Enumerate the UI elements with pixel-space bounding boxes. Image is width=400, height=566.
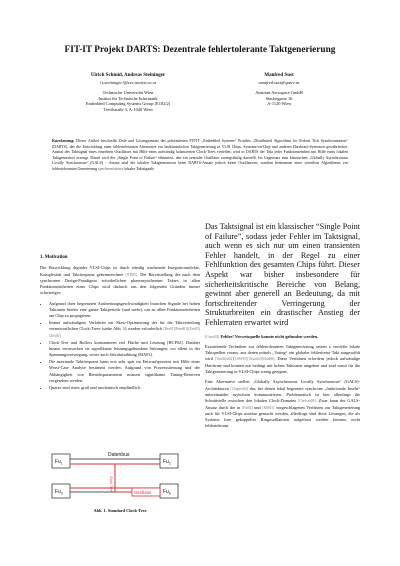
fu-label: Fu: [55, 489, 61, 495]
affiliation-line: Austrian Aerospace GmbH: [255, 90, 303, 96]
list-item: [49, 320, 200, 339]
fu-label: Fu: [55, 459, 61, 465]
affiliation-line: A-1120 Wien: [267, 101, 291, 107]
paper-title: FIT-IT Projekt DARTS: Dezentrale fehlertolerante Taktgenerierung: [64, 45, 336, 55]
fu-index: 3: [60, 491, 63, 496]
abstract-italic: synchronisierter: [98, 166, 124, 171]
databus-label: Datenbus: [108, 452, 130, 458]
affiliation-line: Treitlstraße 3, A-1040 Wien: [103, 106, 153, 112]
functional-unit-3: [52, 484, 70, 498]
citation: [Res01][Fried01][Zeit03][Zeit02]: [49, 327, 200, 338]
fu-index: 2: [168, 461, 171, 466]
list-item-text: Immer aufwändigere Verfahren zur Skew-Optimierung des für die Taktverteilung verantwortlichen Clock-Trees (siehe Abb. 1) werden erforderlich: [49, 320, 200, 332]
list-item: • Aufgrund ihrer begrenzten Ausbreitungsgeschwindigkeit brauchen Signale bei hohen Taktraten bereits eine ganze Taktperiode (und mehr), um zu allen Funktionseinheiten am Chip zu propagieren.: [49, 301, 200, 320]
author-block-left: [62, 73, 194, 112]
citation: [VanAlen02][LSW95][Vasan04][Shin88]: [215, 357, 275, 362]
right-column: [205, 222, 360, 434]
list-item: • Die maximale Taktfrequenz kann erst sehr spät im Entwurfsprozess mit Hilfe einer Worst-Case Analyse bestimmt werden. Aufgrund von Prozessstreuung und der Abhängigkeit von Betriebsparametern müssen signifikante Timing-Reserven vorgesehen werden.: [49, 359, 200, 384]
paragraph-text: dar, bei denen lokal begrenzte synchrone „funktionale Inseln“ untereinander asynchron kommunizieren. Problematisch ist hier allerdings die Schnittstelle zwischen den lokalen Clock-Domains: [205, 385, 361, 404]
note-text: Fehler! Verweisquelle konnte nicht gefunden werden.: [219, 333, 319, 339]
fu-label: Fu: [163, 489, 169, 495]
citation: [Const02]: [205, 334, 220, 339]
bullet-list: [40, 301, 200, 391]
paragraph: [40, 265, 200, 296]
list-item: • Quarze sind teuer, groß und mechanisch empfindlich.: [49, 385, 200, 391]
list-item: • Clock-Tree und Buffers konsumieren viel Fläche und Leistung [HCP02]. Darüber hinaus verursachen sie signifikante leistungsgebundene Störungen, vor allem in der Spannungsversorgung, sowie auch Störabstrahlung [MA03].: [49, 340, 200, 359]
clock-tree-figure: [48, 446, 198, 516]
abstract-text: Dieser Artikel beschreibt Ziele und Lösungsansatz des präsentierten FIT-IT „Embedded Systems“ Projekts „Distributed Algorithms for Robust Tick Synchronization“ (DARTS), das die Entwicklung einer fehlertoleranten Alternative zur herkömmlichen Taktgenerierung in VLSI Chips, Systems-on-Chip und anderen Hardware-Systemen gewährleistet. Ansttat des Taktsignal eines einzelnen Oszillators mit Hilfe eines aufwändig balancierten Clock-Trees verteilen, wird in DARTS der Takt jeder Funktionseinheit mit Hilfe eines lokalen Taktgenerators erzeugt. Damit wird der „Single Point of Failure“ eliminiert, den ein zentraler Oszillator zwangsläufig darstellt. Im Gegensatz zum klassischen „Globally Asynchronous Locally Synchronous“ (GALS) - Ansatz sind die lokalen Taktgeneratoren beim DARTS-Ansatz jedoch keine Oszillatoren, sondern bestimmen einer verteilten Algorithmus zur fehlertoleranten Generierung: [52, 139, 348, 171]
citation: [Chapiro84]: [230, 386, 249, 391]
author-email-right: manfred.sust@space.at: [258, 79, 300, 85]
section-heading: 1. Motivation: [40, 255, 68, 260]
citation: [ITR05]: [125, 272, 138, 277]
fu-label: Fu: [163, 459, 169, 465]
affiliation-line: Technische Universität Wien: [102, 90, 154, 96]
paragraph-text: Existierende Techniken zur fehlertoleranten Taktgenerierung setzen z vertiefte lokale Taktquellen voraus, aus denen mittels „Voting“ ein globaler fehlerfreier Takt ausgewählt wird: [205, 343, 360, 362]
paragraph-text: vorgeschlagenen Verfahren zur Taktgenerierung auch für VLSI-Chips nutzbar gemacht werden, allerdings sind diese Lösungen, die als Systeme lose gekoppelter Ringoszillatoren aufgefasst werden können, nicht fehlertolerant.: [205, 404, 361, 429]
citation: [Chelcea00]: [298, 399, 316, 404]
left-column: [40, 255, 200, 391]
paragraph-text: Eine Alternative stellen „Globally Asynchronous Locally Synchronous“ (GALS)-Architekturen: [205, 379, 360, 391]
paragraph-text: Die Entwicklung digitaler VLSI-Chips ist durch ständig wachsende Integrationsdichte, Komplexität und Taktfrequenz gekennzeichnet: [40, 265, 200, 277]
citation: [MA03]: [262, 405, 275, 410]
author-email-left: {s,steininger}@ecs.tuwien.ac.at: [99, 79, 157, 85]
clock-tree-label: Clock-Tree: [109, 476, 113, 492]
oscillator-label: Oszillator: [134, 490, 152, 495]
paragraph: [205, 344, 360, 375]
fu-index: 1: [60, 461, 63, 466]
author-names-left: Ulrich Schmid, Andreas Steininger: [90, 73, 166, 78]
functional-unit-2: [160, 454, 178, 468]
abstract-label: Kurzfassung:: [52, 139, 75, 143]
abstract-tail: lokaler Taktsignale.: [123, 166, 155, 171]
abstract: [52, 139, 348, 172]
emphasis-paragraph: Das Taktsignal ist ein klassischer “Single Point of Failure”, sodass jeder Fehler im Taktsignal, auch wenn es sich nur um einen transienten Fehler handelt, in der Regel zu einer Fehlfunktion des gesamten Chips führt. Dieser Aspekt war bisher insbesondere für sicherheitskritische Bereiche von Belang, gewinnt aber generell an Bedeutung, da mit fortschreitender Verringerung der Strukturbreiten ein drastischer Anstieg der Fehlerraten erwartet wird: [205, 222, 360, 327]
figure-caption: Abb. 1. Standard Clock-Tree: [93, 508, 147, 513]
paragraph-text: . Die Bereitstellung des nach dem synchronen Design-Paradigma erforderlichen phasensynchronen Taktes in allen Funktionseinheiten eines Chips wird dadurch aus den folgenden Gründen immer schwieriger:: [40, 271, 200, 296]
affiliation-line: Embedded Computing Systems Group (E182/2): [85, 101, 171, 107]
functional-unit-4: [160, 484, 178, 498]
author-names-right: Manfred Sust: [264, 73, 294, 78]
affiliation-line: Institut für Technische Informatik: [98, 95, 158, 101]
paragraph: [205, 379, 360, 429]
paragraph-text: . Diese Verfahren erfordern jedoch aufwändige Hardware und können nur bedingt mit hohen Taktraten umgehen und sind somit für die Taktgenerierung in VLSI-Chips wenig geeignet.: [205, 356, 360, 375]
broken-reference-note: [205, 334, 360, 340]
fu-index: 4: [168, 491, 171, 496]
paragraph-text: und: [252, 404, 261, 410]
paragraph-text: . Zwar kann der GALS-Ansatz durch die in: [205, 398, 361, 410]
citation: [Fai04]: [242, 405, 253, 410]
functional-unit-1: [52, 454, 70, 468]
affiliation-line: Stachegasse 16: [265, 95, 293, 101]
author-block-right: [224, 73, 334, 107]
